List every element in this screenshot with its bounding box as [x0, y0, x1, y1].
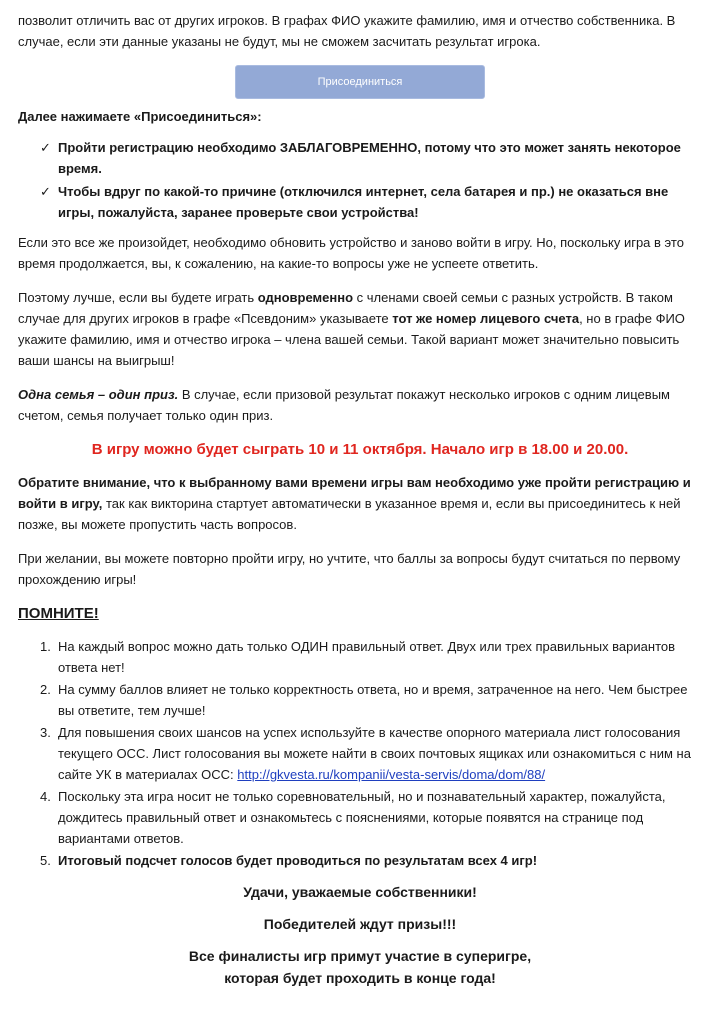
attention-text: так как викторина стартует автоматически в указанное время и, если вы присоединитесь к ней позже, вы можете пропустить часть вопросов. [18, 496, 681, 532]
schedule-announcement: В игру можно будет сыграть 10 и 11 октября. Начало игр в 18.00 и 20.00. [91, 441, 629, 458]
rules-item-text: Итоговый подсчет голосов будет проводиться по результатам всех 4 игр! [58, 853, 538, 868]
join-button-wrap [18, 65, 702, 99]
rules-list [18, 636, 702, 871]
one-prize-paragraph [18, 384, 702, 426]
rules-item [18, 722, 702, 785]
family-text-1: Поэтому лучше, если вы будете играть [18, 290, 258, 305]
reconnect-paragraph: Если это все же произойдет, необходимо обновить устройство и заново войти в игру. Но, поскольку игра в это время продолжается, вы, к сожалению, на какие-то вопросы уже не успеете ответить. [18, 235, 684, 271]
closing-block [18, 881, 702, 989]
family-bold-1: одновременно [257, 290, 354, 305]
one-prize-lead: Одна семья – один приз. [18, 387, 179, 402]
rules-item [18, 636, 702, 678]
checklist-item-text: Чтобы вдруг по какой-то причине (отключился интернет, села батарея и пр.) не оказаться вне игры, пожалуйста, заранее проверьте свои устройства! [58, 184, 669, 220]
closing-line-1: Удачи, уважаемые собственники! [243, 884, 477, 900]
rules-item-number: 1. [40, 639, 51, 654]
family-text-2: с членами своей семьи с разных устройств. В таком случае для других игроков в графе «Псевдоним» указываете [18, 290, 673, 326]
rules-item-number: 4. [40, 789, 51, 804]
rules-item-text: Поскольку эта игра носит не только соревновательный, но и познавательный характер, пожалуйста, дождитесь правильный ответ и ознакомьтесь с пояснениями, которые появятся на странице под вариантами ответов. [58, 789, 666, 846]
family-text-3: , но в графе ФИО укажите фамилию, имя и отчество игрока – члена вашей семьи. Такой вариант может значительно повысить ваши шансы на выигрыш! [18, 311, 685, 368]
oss-materials-link[interactable]: http://gkvesta.ru/kompanii/vesta-servis/doma/dom/88/ [237, 767, 546, 782]
rules-item-text: На сумму баллов влияет не только корректность ответа, но и время, затраченное на него. Чем быстрее вы ответите, тем лучше! [58, 682, 688, 718]
checklist-item-text: Пройти регистрацию необходимо ЗАБЛАГОВРЕМЕННО, потому что это может занять некоторое время. [58, 140, 681, 176]
rules-item-body [58, 722, 702, 785]
checkmark-icon: ✓ [40, 140, 51, 155]
rules-item [18, 850, 702, 871]
rules-item-text: На каждый вопрос можно дать только ОДИН правильный ответ. Двух или трех правильных вариантов ответа нет! [58, 639, 676, 675]
rules-item-number: 2. [40, 682, 51, 697]
rules-item [18, 679, 702, 721]
attention-paragraph [18, 472, 702, 535]
attention-bold: Обратите внимание, что к выбранному вами времени игры вам необходимо уже пройти регистрацию и войти в игру, [18, 475, 691, 511]
checklist-item [18, 137, 702, 179]
repeat-paragraph: При желании, вы можете повторно пройти игру, но учтите, что баллы за вопросы будут считаться по первому прохождению игры! [18, 551, 681, 587]
family-paragraph [18, 287, 702, 371]
closing-line-2: Победителей ждут призы!!! [263, 916, 457, 932]
intro-paragraph: позволит отличить вас от других игроков. В графах ФИО укажите фамилию, имя и отчество собственника. В случае, если эти данные указаны не будут, мы не сможем засчитать результат игрока. [18, 13, 676, 49]
after-join-text: Далее нажимаете «Присоединиться»: [18, 109, 262, 124]
rules-item-text: Для повышения своих шансов на успех используйте в качестве опорного материала лист голосования текущего ОСС. Лист голосования вы можете найти в своих почтовых ящиках или ознакомиться с ним на сайте УК в материалах ОСС: [58, 725, 691, 782]
closing-line-3: Все финалисты игр примут участие в суперигре, [188, 948, 532, 964]
join-button[interactable]: Присоединиться [235, 65, 485, 99]
rules-item [18, 786, 702, 849]
checklist [18, 137, 702, 223]
rules-item-number: 5. [40, 853, 51, 868]
family-bold-2: тот же номер лицевого счета [392, 311, 580, 326]
document-page [18, 10, 702, 989]
closing-line-4: которая будет проходить в конце года! [224, 970, 496, 986]
checkmark-icon: ✓ [40, 184, 51, 199]
one-prize-text: В случае, если призовой результат покажут несколько игроков с одним лицевым счетом, семья получает только один приз. [18, 387, 670, 423]
rules-item-number: 3. [40, 725, 51, 740]
checklist-item [18, 181, 702, 223]
remember-heading: ПОМНИТЕ! [18, 605, 99, 622]
